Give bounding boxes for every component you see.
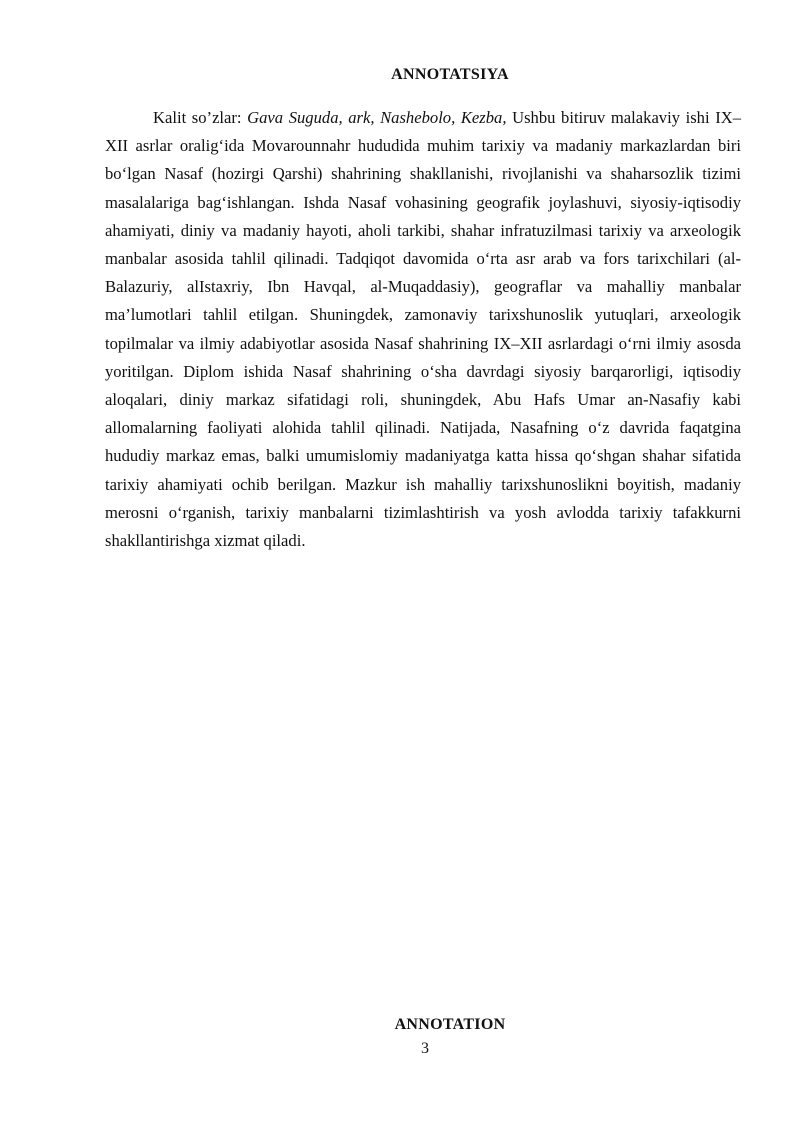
annotation-paragraph: [105, 104, 741, 555]
next-section-title: ANNOTATION: [394, 1016, 506, 1033]
keywords-label: Kalit so’zlar:: [153, 108, 248, 127]
annotation-body: Ushbu bitiruv malakaviy ishi IX–XII asrlar oralig‘ida Movarounnahr hududida muhim tarixiy va madaniy markazlardan biri bo‘lgan Nasaf (hozirgi Qarshi) shahrining shakllanishi, rivojlanishi va shaharsozlik tizimi masalalariga bag‘ishlangan. Ishda Nasaf vohasining geografik joylashuvi, siyosiy-iqtisodiy ahamiyati, diniy va madaniy hayoti, aholi tarkibi, shahar infratuzilmasi tarixiy va arxeologik manbalar asosida tahlil qilinadi. Tadqiqot davomida o‘rta asr arab va fors tarixchilari (al-Balazuriy, alIstaxriy, Ibn Havqal, al-Muqaddasiy), geograflar va mahalliy manbalar ma’lumotlari tahlil etilgan. Shuningdek, zamonaviy tarixshunoslik yutuqlari, arxeologik topilmalar va ilmiy adabiyotlar asosida Nasaf shahrining IX–XII asrlardagi o‘rni ilmiy asosda yoritilgan. Diplom ishida Nasaf shahrining o‘sha davrdagi siyosiy barqarorligi, iqtisodiy aloqalari, diniy markaz sifatidagi roli, shuningdek, Abu Hafs Umar an-Nasafiy kabi allomalarning faoliyati alohida tahlil qilinadi. Natijada, Nasafning o‘z davrida faqatgina hududiy markaz emas, balki umumislomiy madaniyatga katta hissa qo‘shgan shahar sifatida tarixiy ahamiyati ochib berilgan. Mazkur ish mahalliy tarixshunoslikni boyitish, madaniy merosni o‘rganish, tarixiy manbalarni tizimlashtirish va yosh avlodda tarixiy tafakkurni shakllantirishga xizmat qiladi.: [105, 108, 742, 551]
page-title: ANNOTATSIYA: [391, 66, 509, 83]
keywords-list: Gava Suguda, ark, Nashebolo, Kezba,: [247, 108, 507, 127]
page-number: 3: [421, 1040, 429, 1057]
